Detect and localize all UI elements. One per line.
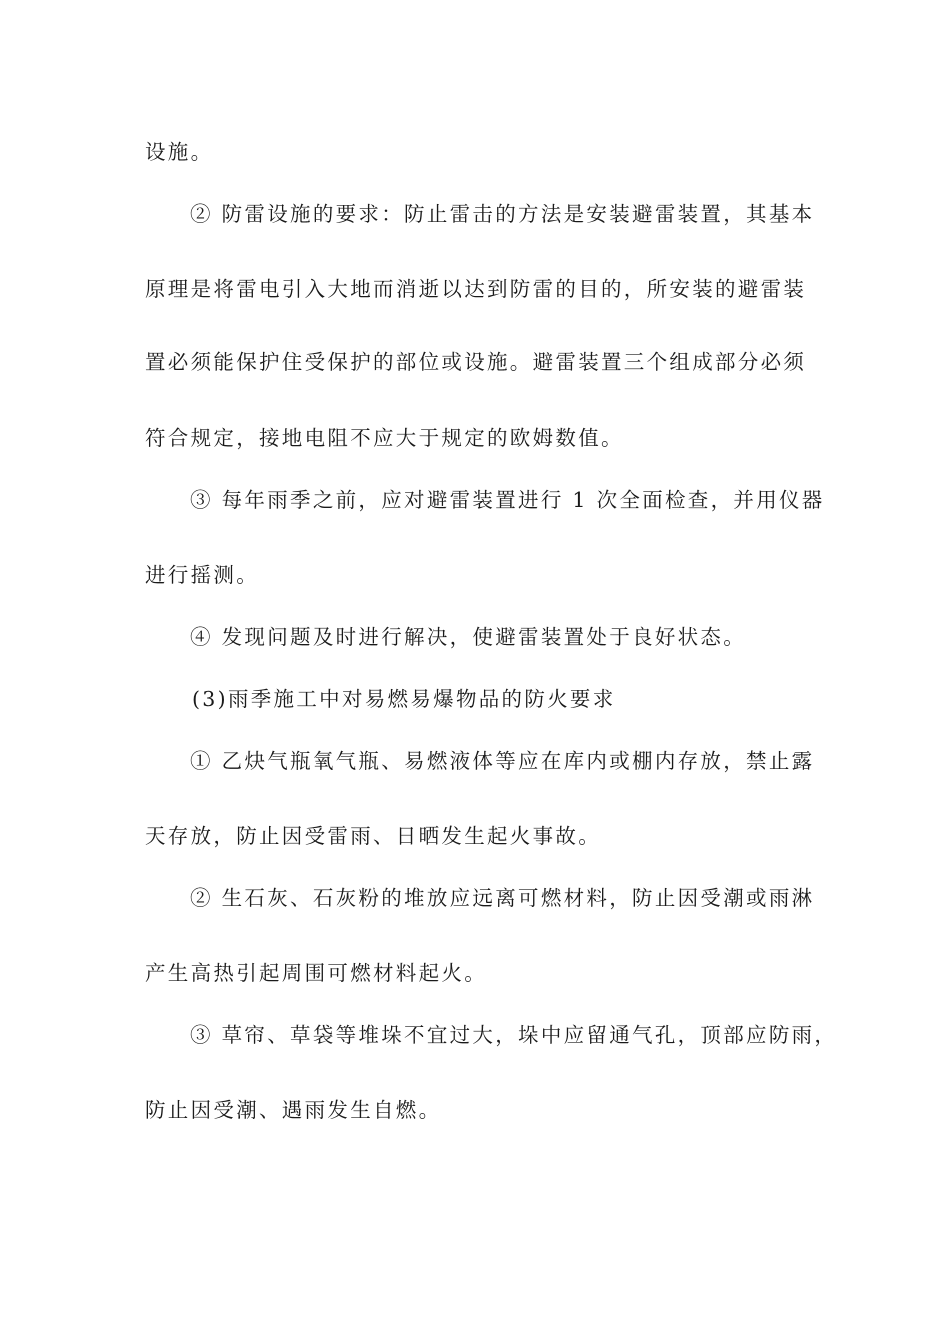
text-line-15: 防止因受潮、遇雨发生自燃。	[145, 1098, 442, 1122]
text-line-4: 置必须能保护住受保护的部位或设施。避雷装置三个组成部分必须	[145, 350, 807, 374]
text-line-2: ② 防雷设施的要求：防止雷击的方法是安装避雷装置，其基本	[190, 202, 815, 226]
text-line-12: ② 生石灰、石灰粉的堆放应远离可燃材料，防止因受潮或雨淋	[190, 886, 815, 910]
text-line-7: 进行摇测。	[145, 563, 259, 587]
text-line-13: 产生高热引起周围可燃材料起火。	[145, 961, 487, 985]
text-line-14: ③ 草帘、草袋等堆垛不宜过大，垛中应留通气孔，顶部应防雨，	[190, 1023, 838, 1047]
text-line-11: 天存放，防止因受雷雨、日晒发生起火事故。	[145, 824, 601, 848]
text-line-10: ① 乙炔气瓶氧气瓶、易燃液体等应在库内或棚内存放，禁止露	[190, 749, 815, 773]
text-line-1: 设施。	[145, 140, 214, 164]
section-heading: (3)雨季施工中对易燃易爆物品的防火要求	[192, 687, 616, 711]
text-line-5: 符合规定，接地电阻不应大于规定的欧姆数值。	[145, 426, 624, 450]
text-line-8: ④ 发现问题及时进行解决，使避雷装置处于良好状态。	[190, 625, 747, 649]
text-line-3: 原理是将雷电引入大地而消逝以达到防雷的目的，所安装的避雷装	[145, 277, 807, 301]
text-line-6: ③ 每年雨季之前，应对避雷装置进行 1 次全面检查，并用仪器	[190, 488, 825, 512]
